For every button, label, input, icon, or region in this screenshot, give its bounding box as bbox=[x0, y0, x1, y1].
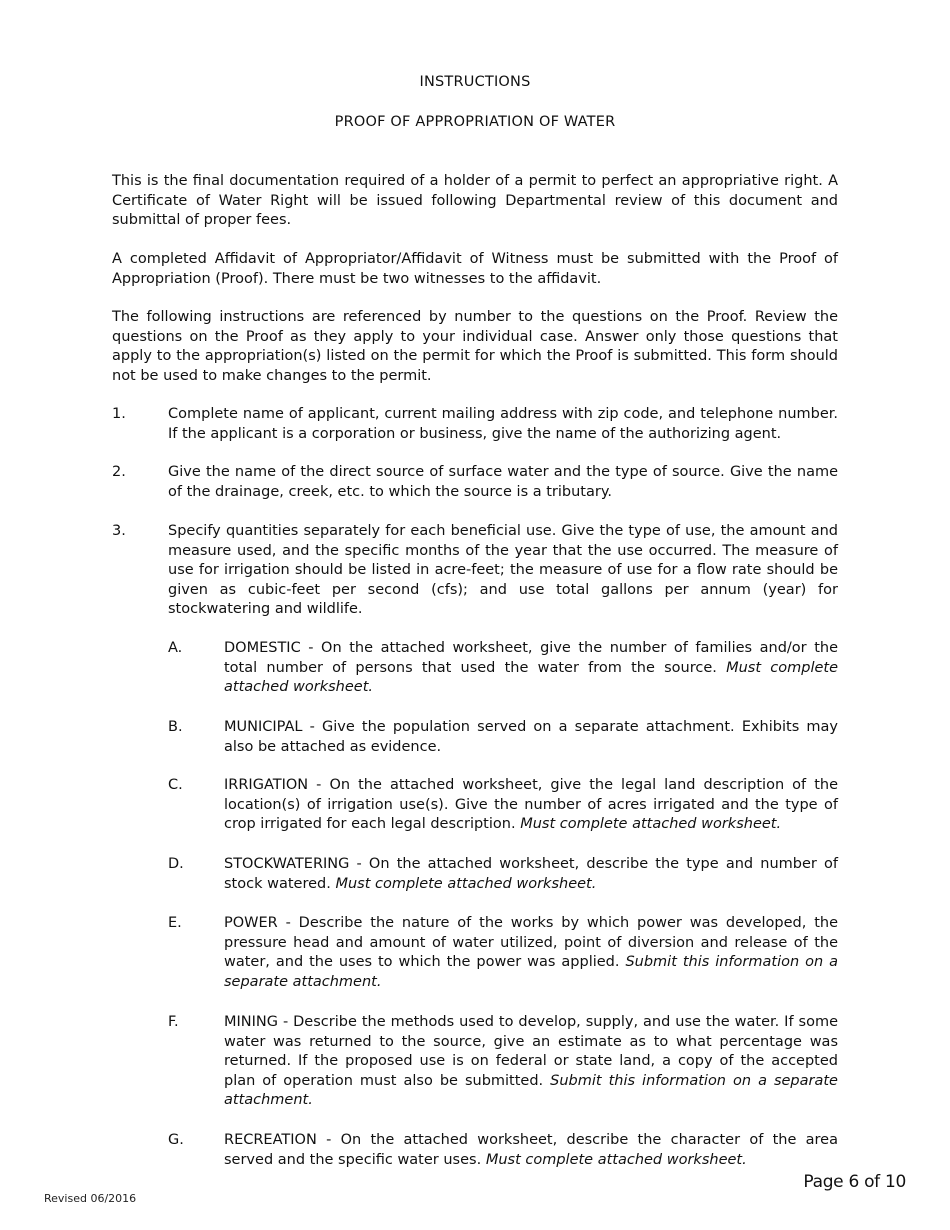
subitem-body: IRRIGATION - On the attached worksheet, give the legal land description of the location(s) of irrigation use(s). Give the number of acres irrigated and the type of crop irrigated for each legal description. bbox=[224, 777, 838, 833]
subitem-emphasis: Must complete attached worksheet. bbox=[335, 875, 597, 892]
subitem-body: RECREATION - On the attached worksheet, describe the character of the area served and the specific water uses. bbox=[224, 1132, 838, 1168]
subitem-letter: E. bbox=[168, 915, 182, 931]
revision-date: Revised 06/2016 bbox=[44, 1192, 137, 1205]
subitem-text bbox=[224, 855, 838, 894]
subitem-body: MINING - Describe the methods used to develop, supply, and use the water. If some water was returned to the source, give an estimate as to what percentage was returned. If the proposed use is on federal or state land, a copy of the accepted plan of operation must also be submitted. bbox=[224, 1014, 838, 1089]
subitem-emphasis: Must complete attached worksheet. bbox=[485, 1151, 747, 1168]
item-text: Specify quantities separately for each beneficial use. Give the type of use, the amount and measure used, and the specific months of the year that the use occurred. The measure of use for irrigation should be listed in acre-feet; the measure of use for a flow rate should be given as cubic-feet per second (cfs); and use total gallons per annum (year) for stockwatering and wildlife. bbox=[168, 523, 838, 618]
subitem-body: DOMESTIC - On the attached worksheet, give the number of families and/or the total number of persons that used the water from the source. bbox=[224, 640, 838, 676]
subitem-text bbox=[224, 639, 838, 698]
item-text: Complete name of applicant, current mailing address with zip code, and telephone number. If the applicant is a corporation or business, give the name of the authorizing agent. bbox=[168, 406, 838, 442]
subitem-letter: D. bbox=[168, 856, 184, 872]
subitem-body: POWER - Describe the nature of the works by which power was developed, the pressure head and amount of water utilized, point of diversion and release of the water, and the uses to which the power was applied. bbox=[224, 915, 838, 971]
item-text: Give the name of the direct source of surface water and the type of source. Give the name of the drainage, creek, etc. to which the source is a tributary. bbox=[168, 464, 838, 500]
item-number: 3. bbox=[112, 523, 126, 539]
subitem-text bbox=[224, 718, 838, 757]
page-subtitle: PROOF OF APPROPRIATION OF WATER bbox=[334, 114, 616, 130]
subitem-letter: C. bbox=[168, 777, 183, 793]
subitem-text bbox=[224, 776, 838, 835]
subitem-emphasis: Must complete attached worksheet. bbox=[520, 816, 782, 833]
subitem-emphasis: Submit this information on a separate attachment. bbox=[224, 954, 838, 990]
intro-paragraph-2: A completed Affidavit of Appropriator/Affidavit of Witness must be submitted with the Proof of Appropriation (Proof). There must be two witnesses to the affidavit. bbox=[112, 251, 838, 287]
subitem-letter: B. bbox=[168, 719, 183, 735]
subitem-letter: A. bbox=[168, 640, 183, 656]
page-title: INSTRUCTIONS bbox=[419, 74, 531, 90]
subitem-text bbox=[224, 914, 838, 992]
subitem-letter: G. bbox=[168, 1132, 184, 1148]
subitem-body: MUNICIPAL - Give the population served on a separate attachment. Exhibits may also be attached as evidence. bbox=[224, 719, 838, 755]
item-number: 2. bbox=[112, 464, 126, 480]
intro-paragraph-1: This is the final documentation required of a holder of a permit to perfect an appropriative right. A Certificate of Water Right will be issued following Departmental review of this document and submittal of proper fees. bbox=[112, 173, 838, 229]
subitem-letter: F. bbox=[168, 1014, 179, 1030]
intro-paragraph-3: The following instructions are referenced by number to the questions on the Proof. Review the questions on the Proof as they apply to your individual case. Answer only those questions that apply to the appropriation(s) listed on the permit for which the Proof is submitted. This form should not be used to make changes to the permit. bbox=[112, 309, 838, 384]
item-number: 1. bbox=[112, 406, 126, 422]
subitem-emphasis: Submit this information on a separate attachment. bbox=[224, 1072, 838, 1109]
subitem-text bbox=[224, 1131, 838, 1170]
subitem-body: STOCKWATERING - On the attached worksheet, describe the type and number of stock watered. bbox=[224, 856, 838, 892]
subitem-text bbox=[224, 1013, 838, 1111]
page-number: Page 6 of 10 bbox=[803, 1172, 906, 1192]
subitem-emphasis: Must complete attached worksheet. bbox=[224, 659, 838, 696]
